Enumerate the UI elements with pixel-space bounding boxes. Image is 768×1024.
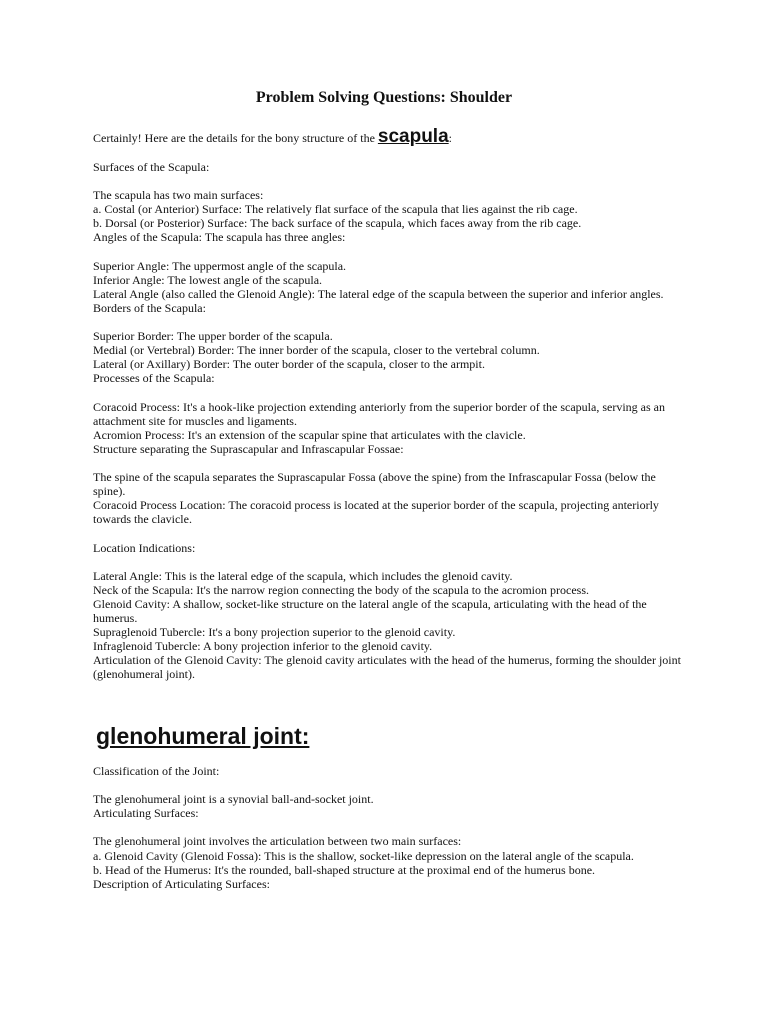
blank-line: [93, 778, 683, 792]
text-line: Processes of the Scapula:: [93, 371, 215, 386]
blank-line: [93, 245, 683, 259]
text-line: Neck of the Scapula: It's the narrow region connecting the body of the scapula to the acromion process.: [93, 582, 590, 597]
text-line: Coracoid Process Location: The coracoid process is located at the superior border of the scapula, projecting anteriorly towards the clavicle.: [93, 498, 659, 527]
text-line: The scapula has two main surfaces:: [93, 188, 264, 203]
intro-text: Certainly! Here are the details for the bony structure of the: [93, 131, 378, 145]
blank-line: [93, 386, 683, 400]
blank-line: [93, 174, 683, 188]
text-line: Description of Articulating Surfaces:: [93, 876, 270, 891]
intro-line: [93, 122, 693, 153]
text-line: The glenohumeral joint is a synovial ball-and-socket joint.: [93, 792, 374, 807]
text-line: Medial (or Vertebral) Border: The inner border of the scapula, closer to the vertebral column.: [93, 343, 540, 358]
text-line: Glenoid Cavity: A shallow, socket-like structure on the lateral angle of the scapula, articulating with the head of the humerus.: [93, 596, 647, 625]
text-line: Angles of the Scapula: The scapula has three angles:: [93, 230, 346, 245]
document-title: Problem Solving Questions: Shoulder: [255, 89, 513, 106]
text-line: Inferior Angle: The lowest angle of the scapula.: [93, 272, 323, 287]
text-line: Lateral Angle (also called the Glenoid Angle): The lateral edge of the scapula between the superior and inferior angles.: [93, 286, 664, 301]
text-line: Supraglenoid Tubercle: It's a bony projection superior to the glenoid cavity.: [93, 625, 456, 640]
text-line: Coracoid Process: It's a hook-like projection extending anteriorly from the superior border of the scapula, serving as an attachment site for muscles and ligaments.: [93, 399, 665, 428]
blank-line: [93, 555, 683, 569]
text-line: Superior Angle: The uppermost angle of the scapula.: [93, 258, 347, 273]
scapula-section: [93, 160, 683, 681]
text-line: Location Indications:: [93, 540, 196, 555]
text-line: Infraglenoid Tubercle: A bony projection inferior to the glenoid cavity.: [93, 639, 433, 654]
text-line: Articulation of the Glenoid Cavity: The glenoid cavity articulates with the head of the humerus, forming the shoulder joint (glenohumeral joint).: [93, 653, 681, 682]
blank-line: [93, 526, 683, 540]
blank-line: [93, 315, 683, 329]
text-line: Classification of the Joint:: [93, 764, 220, 778]
text-line: The spine of the scapula separates the Suprascapular Fossa (above the spine) from the Infrascapular Fossa (below the spine).: [93, 470, 656, 499]
text-line: b. Dorsal (or Posterior) Surface: The back surface of the scapula, which faces away from the rib cage.: [93, 216, 582, 231]
text-line: Lateral Angle: This is the lateral edge of the scapula, which includes the glenoid cavity.: [93, 568, 513, 583]
text-line: Lateral (or Axillary) Border: The outer border of the scapula, closer to the armpit.: [93, 357, 485, 372]
glenohumeral-section: [93, 764, 683, 891]
text-line: Structure separating the Suprascapular and Infrascapular Fossae:: [93, 441, 404, 456]
blank-line: [93, 456, 683, 470]
text-line: b. Head of the Humerus: It's the rounded, ball-shaped structure at the proximal end of the humerus bone.: [93, 862, 596, 877]
glenohumeral-heading: glenohumeral joint:: [96, 723, 310, 749]
text-line: The glenohumeral joint involves the articulation between two main surfaces:: [93, 834, 462, 849]
blank-line: [93, 820, 683, 834]
intro-suffix: :: [448, 131, 452, 145]
text-line: Articulating Surfaces:: [93, 806, 199, 821]
text-line: a. Glenoid Cavity (Glenoid Fossa): This is the shallow, socket-like depression on the lateral angle of the scapula.: [93, 848, 634, 863]
text-line: Surfaces of the Scapula:: [93, 160, 210, 174]
text-line: a. Costal (or Anterior) Surface: The relatively flat surface of the scapula that lies against the rib cage.: [93, 202, 578, 217]
text-line: Superior Border: The upper border of the scapula.: [93, 329, 333, 344]
text-line: Acromion Process: It's an extension of the scapular spine that articulates with the clavicle.: [93, 427, 526, 442]
text-line: Borders of the Scapula:: [93, 300, 206, 315]
scapula-highlight: scapula: [377, 126, 449, 147]
